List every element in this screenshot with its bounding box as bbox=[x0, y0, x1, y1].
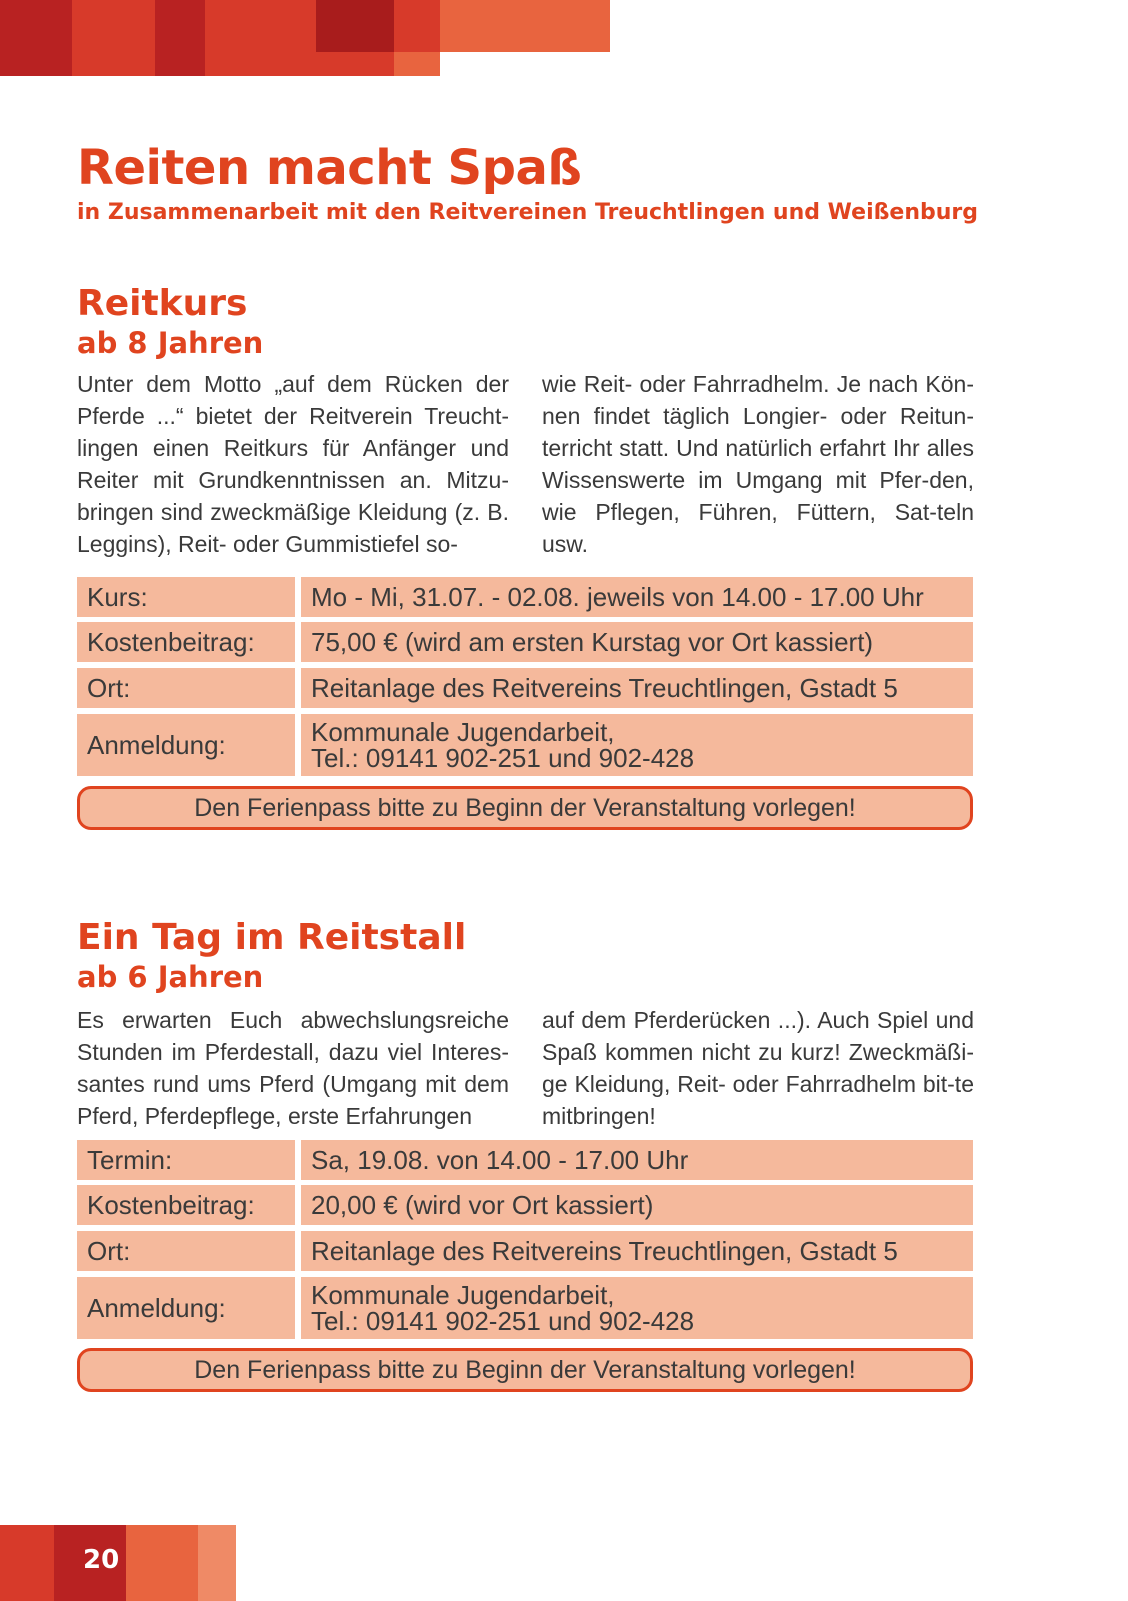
info-row-anmeldung bbox=[77, 714, 973, 776]
page-subtitle: in Zusammenarbeit mit den Reitvereinen Treuchtlingen und Weißenburg bbox=[77, 200, 979, 225]
info-value: 20,00 € (wird vor Ort kassiert) bbox=[301, 1185, 973, 1225]
info-row-ort bbox=[77, 1231, 973, 1271]
info-value-line: Kommunale Jugendarbeit, bbox=[311, 1280, 615, 1310]
ferienpass-note: Den Ferienpass bitte zu Beginn der Veranstaltung vorlegen! bbox=[77, 1348, 973, 1392]
section-text-left: Unter dem Motto „auf dem Rücken der Pferde ...“ bietet der Reitverein Treucht-lingen einen Reitkurs für Anfänger und Reiter mit Grundkenntnissen an. Mitzu-bringen sind zweckmäßige Kleidung (z. B. Leggins), Reit- oder Gummistiefel so- bbox=[77, 371, 509, 557]
info-label: Anmeldung: bbox=[77, 714, 295, 776]
section-title: Reitkurs bbox=[77, 283, 248, 324]
info-label: Ort: bbox=[77, 668, 295, 708]
section-title: Ein Tag im Reitstall bbox=[77, 917, 467, 958]
info-value bbox=[301, 1277, 973, 1339]
info-label: Ort: bbox=[77, 1231, 295, 1271]
page-number: 20 bbox=[83, 1545, 120, 1575]
info-label: Anmeldung: bbox=[77, 1277, 295, 1339]
info-label: Kostenbeitrag: bbox=[77, 622, 295, 662]
info-value-line: Kommunale Jugendarbeit, bbox=[311, 717, 615, 747]
section-text-left: Es erwarten Euch abwechslungsreiche Stunden im Pferdestall, dazu viel Interes-santes rund ums Pferd (Umgang mit dem Pferd, Pferdepflege, erste Erfahrungen bbox=[77, 1007, 509, 1129]
info-row-ort bbox=[77, 668, 973, 708]
page-title: Reiten macht Spaß bbox=[77, 140, 582, 196]
info-label: Kostenbeitrag: bbox=[77, 1185, 295, 1225]
info-value-line: Tel.: 09141 902-251 und 902-428 bbox=[311, 1306, 695, 1336]
ferienpass-note: Den Ferienpass bitte zu Beginn der Veranstaltung vorlegen! bbox=[77, 786, 973, 830]
section-text-right: auf dem Pferderücken ...). Auch Spiel und Spaß kommen nicht zu kurz! Zweckmäßi-ge Kleidung, Reit- oder Fahrradhelm bit-te mitbringen! bbox=[542, 1007, 974, 1129]
info-row-anmeldung bbox=[77, 1277, 973, 1339]
info-label: Kurs: bbox=[77, 577, 295, 617]
info-value bbox=[301, 714, 973, 776]
info-row-kurs bbox=[77, 577, 973, 617]
info-value: Mo - Mi, 31.07. - 02.08. jeweils von 14.00 - 17.00 Uhr bbox=[301, 577, 973, 617]
top-decoration bbox=[0, 0, 610, 76]
section-age: ab 8 Jahren bbox=[77, 326, 264, 360]
info-label: Termin: bbox=[77, 1140, 295, 1180]
info-value: Reitanlage des Reitvereins Treuchtlingen, Gstadt 5 bbox=[301, 1231, 973, 1271]
section-text-right: wie Reit- oder Fahrradhelm. Je nach Kön-nen findet täglich Longier- oder Reitun-terricht statt. Und natürlich erfahrt Ihr alles Wissenswerte im Umgang mit Pfer-den, wie Pflegen, Führen, Füttern, Sat-teln usw. bbox=[542, 371, 974, 557]
section-age: ab 6 Jahren bbox=[77, 960, 264, 994]
info-row-kosten bbox=[77, 622, 973, 662]
info-value-line: Tel.: 09141 902-251 und 902-428 bbox=[311, 743, 695, 773]
info-value: Sa, 19.08. von 14.00 - 17.00 Uhr bbox=[301, 1140, 973, 1180]
info-row-kosten bbox=[77, 1185, 973, 1225]
info-value: 75,00 € (wird am ersten Kurstag vor Ort kassiert) bbox=[301, 622, 973, 662]
info-row-termin bbox=[77, 1140, 973, 1180]
info-value: Reitanlage des Reitvereins Treuchtlingen, Gstadt 5 bbox=[301, 668, 973, 708]
